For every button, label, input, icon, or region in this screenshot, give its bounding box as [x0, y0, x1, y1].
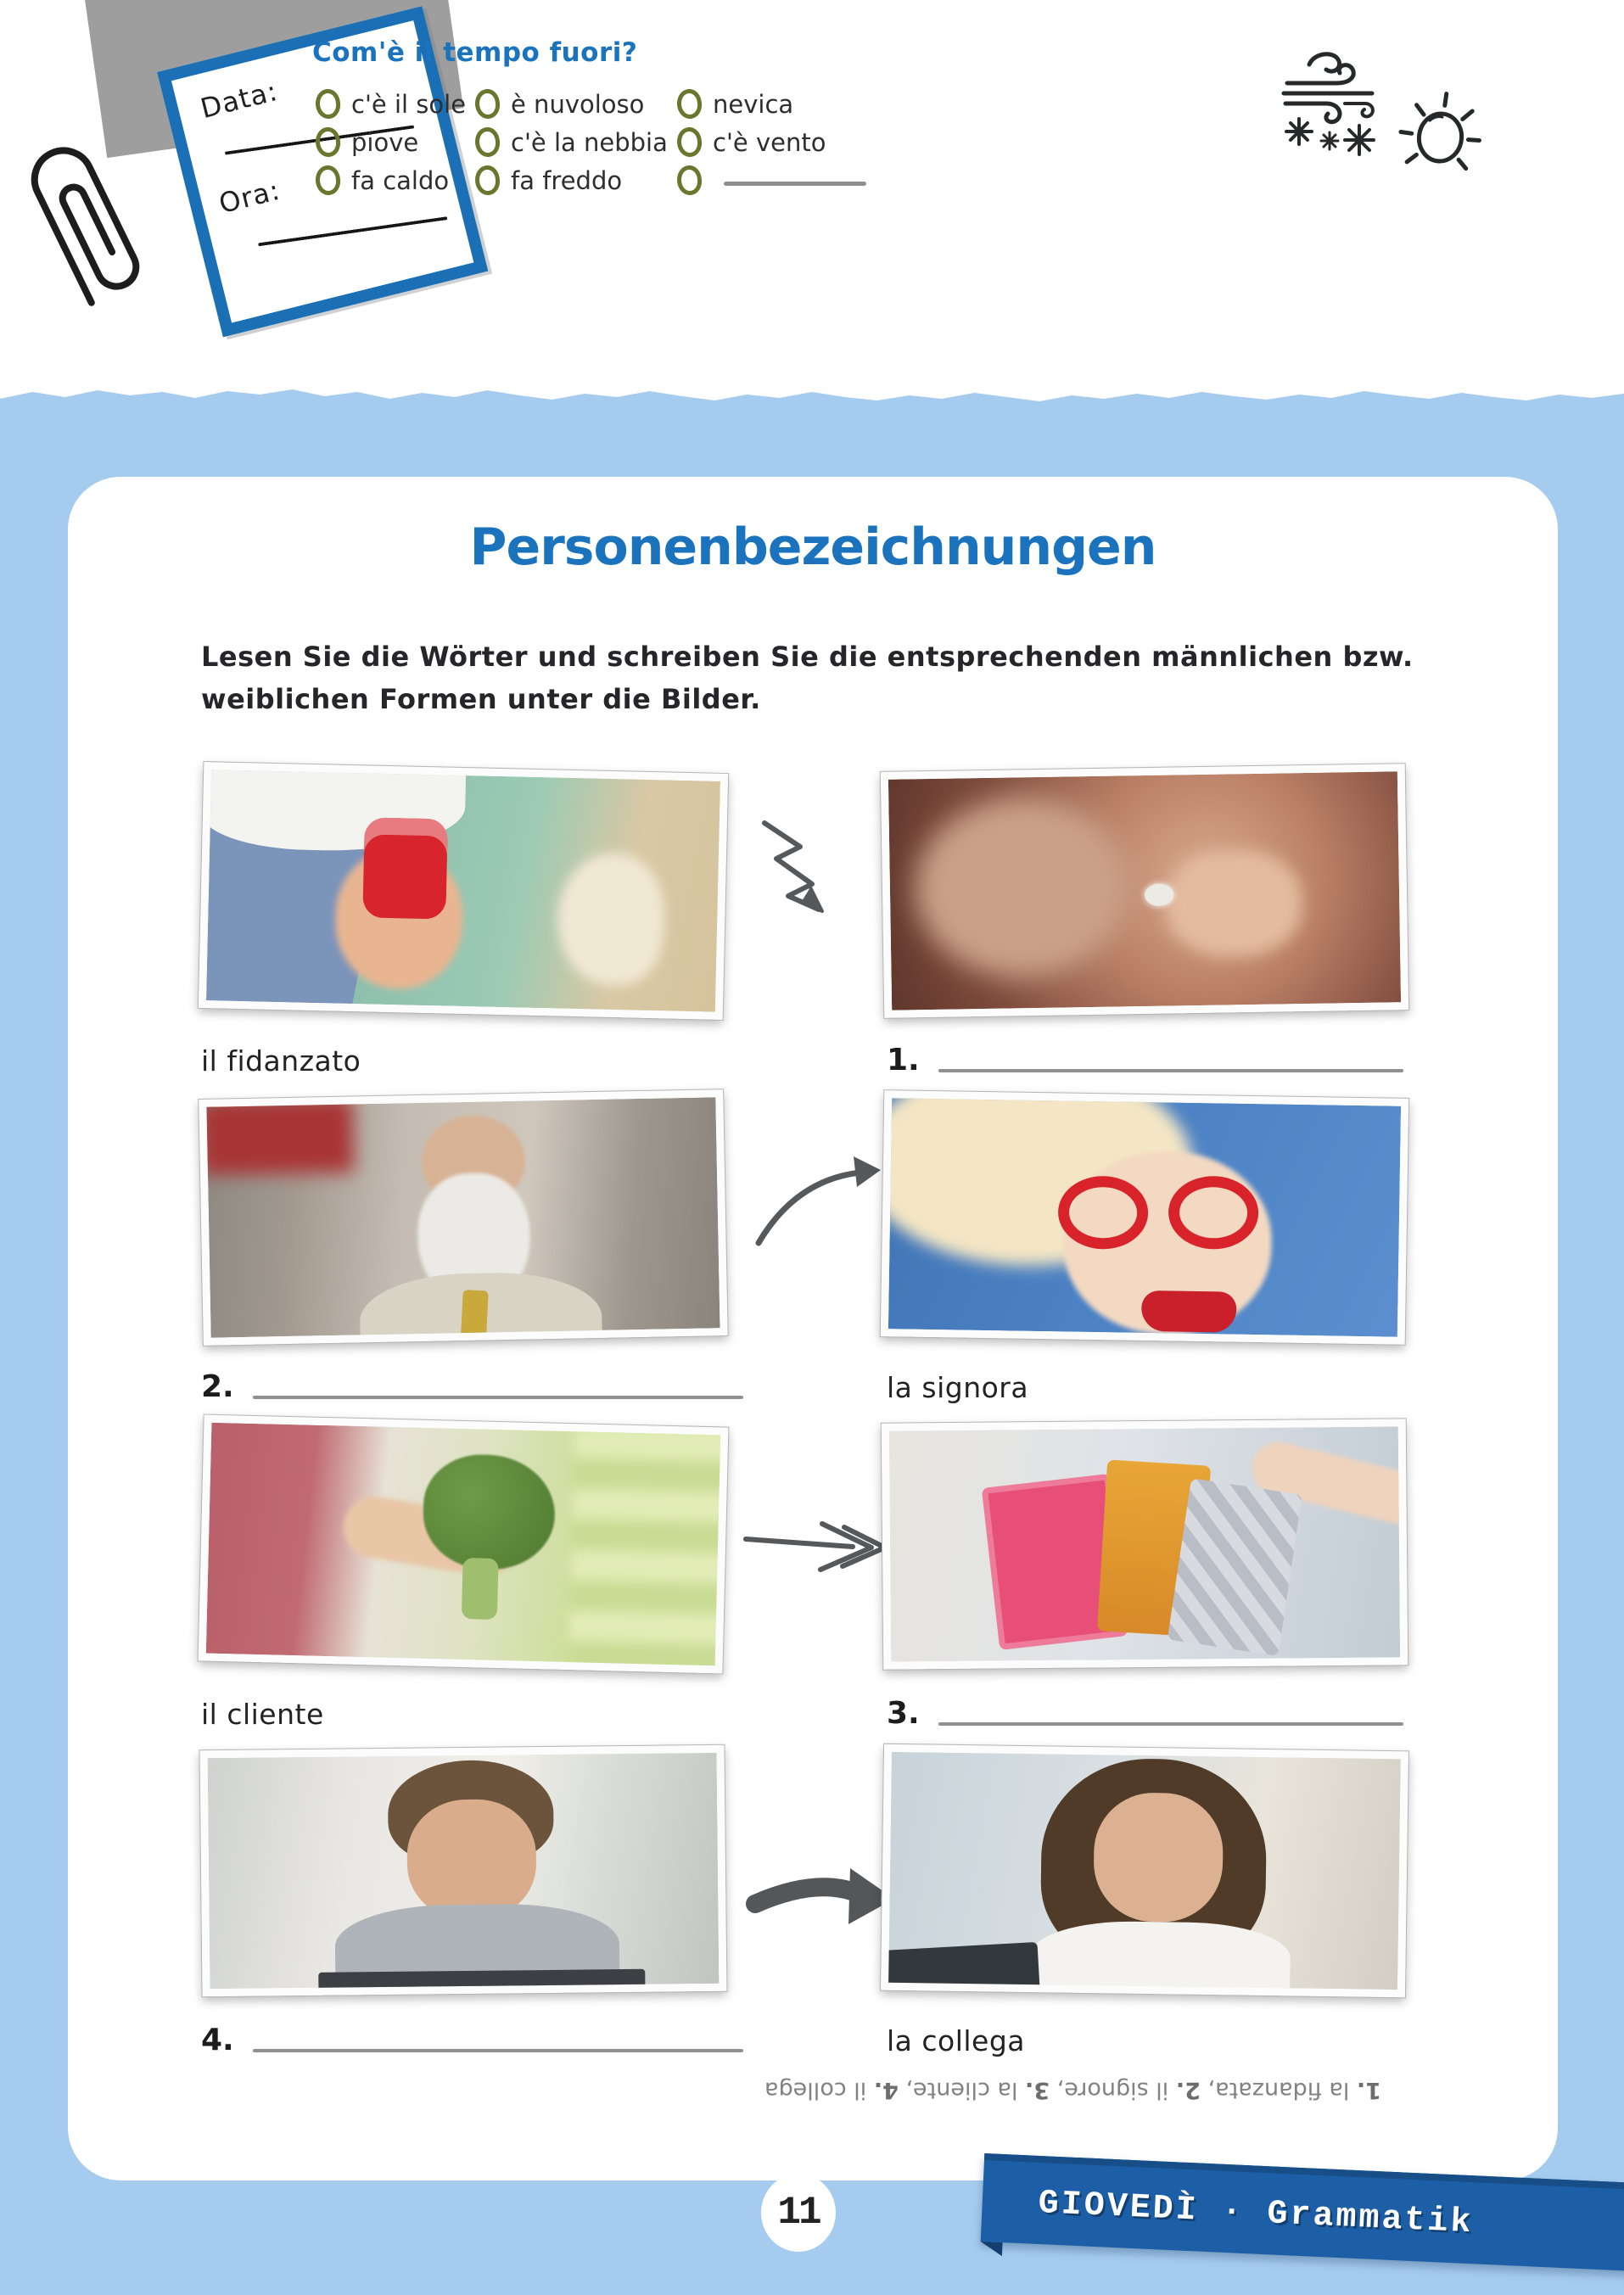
weather-option-label: è nuvoloso: [511, 89, 645, 119]
blank-number: 4.: [201, 2023, 234, 2057]
caption-row4-right: [887, 2015, 1025, 2057]
photo-il-fidanzato: [199, 762, 728, 1020]
weather-option-nebbia: [475, 127, 677, 157]
caption-word: la collega: [887, 2024, 1026, 2057]
answer-num: 1.: [1356, 2077, 1382, 2103]
answer-num: 3.: [1025, 2077, 1050, 2103]
answer-text: la cliente,: [898, 2077, 1026, 2103]
caption-word: il fidanzato: [201, 1044, 361, 1078]
date-label: Data:: [197, 74, 282, 126]
weather-question-title: Com'è il tempo fuori?: [312, 37, 638, 68]
checkbox-circle[interactable]: [675, 164, 703, 196]
caption-row2-right: [887, 1362, 1028, 1404]
weather-option-caldo: [316, 165, 475, 195]
caption-row3-left: [201, 1688, 324, 1731]
photo-ring-on-finger: [881, 764, 1408, 1018]
sun-icon: [1390, 82, 1491, 187]
caption-word: la signora: [887, 1371, 1029, 1404]
checkbox-circle[interactable]: [473, 126, 501, 158]
weather-option-label: c'è vento: [713, 127, 826, 157]
weather-option-label: fa caldo: [351, 165, 450, 195]
caption-row2-left: [201, 1362, 743, 1404]
checkbox-circle[interactable]: [675, 126, 703, 158]
checkbox-circle[interactable]: [314, 164, 342, 196]
page-title: Personenbezeichnungen: [469, 518, 1156, 577]
weather-option-label: c'è il sole: [351, 89, 467, 119]
weather-option-custom: [677, 165, 932, 195]
banner-label: GIOVEDÌ · Grammatik: [1037, 2184, 1475, 2242]
instructions-line2: weiblichen Formen unter die Bilder.: [201, 682, 761, 715]
blank-number: 1.: [887, 1043, 920, 1078]
photo-il-signore: [199, 1089, 727, 1346]
answer-text: la fidanzata,: [1200, 2077, 1357, 2103]
weather-option-nevica: [677, 89, 932, 119]
caption-row4-left: [201, 2015, 743, 2057]
weather-option-piove: [316, 127, 475, 157]
checkbox-circle[interactable]: [314, 87, 342, 120]
weather-options: [316, 85, 932, 199]
caption-word: il cliente: [201, 1698, 324, 1731]
blank-number: 3.: [887, 1696, 920, 1731]
page-number-badge: 11: [761, 2174, 836, 2252]
worksheet-card: [68, 477, 1558, 2180]
weather-option-vento: [677, 127, 932, 157]
instructions-line1: Lesen Sie die Wörter und schreiben Sie die entsprechenden männlichen bzw.: [201, 641, 1414, 673]
answer-num: 4.: [873, 2077, 899, 2103]
checkbox-circle[interactable]: [675, 87, 703, 120]
answer-key: [706, 2077, 1440, 2103]
answer-text: il signore,: [1050, 2077, 1176, 2103]
answer-text: il collega: [764, 2077, 874, 2103]
blank-number: 2.: [201, 1369, 234, 1404]
zigzag-arrow-icon: [758, 816, 843, 921]
answer-blank-line[interactable]: [253, 2049, 743, 2052]
photo-il-cliente: [199, 1414, 729, 1673]
caption-row1-left: [201, 1035, 361, 1078]
weather-option-label: fa freddo: [511, 165, 623, 195]
answer-blank-line[interactable]: [938, 1722, 1403, 1726]
weather-option-label: piove: [351, 127, 419, 157]
time-label: Ora:: [216, 173, 284, 221]
photo-la-cliente: [882, 1419, 1408, 1669]
weather-option-label: c'è la nebbia: [511, 127, 668, 157]
brush-arrow-icon: [745, 1860, 898, 1948]
checkbox-circle[interactable]: [314, 126, 342, 158]
weather-option-sole: [316, 89, 475, 119]
instructions: [201, 636, 1457, 720]
weather-option-label: nevica: [713, 89, 794, 119]
weather-option-freddo: [475, 165, 677, 195]
photo-la-signora: [881, 1090, 1408, 1345]
curved-arrow-icon: [752, 1151, 888, 1252]
caption-row3-right: [887, 1688, 1403, 1731]
double-chevron-arrow-icon: [741, 1519, 893, 1581]
photo-il-collega: [199, 1745, 726, 1996]
caption-row1-right: [887, 1035, 1403, 1078]
wind-snow-icon: [1277, 44, 1383, 166]
answer-num: 2.: [1175, 2077, 1201, 2103]
answer-blank-line[interactable]: [938, 1069, 1403, 1072]
answer-blank-line[interactable]: [253, 1396, 743, 1399]
photo-la-collega: [881, 1744, 1408, 1998]
weather-custom-blank-line[interactable]: [724, 182, 866, 186]
checkbox-circle[interactable]: [473, 164, 501, 196]
time-blank-line[interactable]: [258, 216, 447, 246]
checkbox-circle[interactable]: [473, 87, 501, 120]
weather-option-nuvoloso: [475, 89, 677, 119]
